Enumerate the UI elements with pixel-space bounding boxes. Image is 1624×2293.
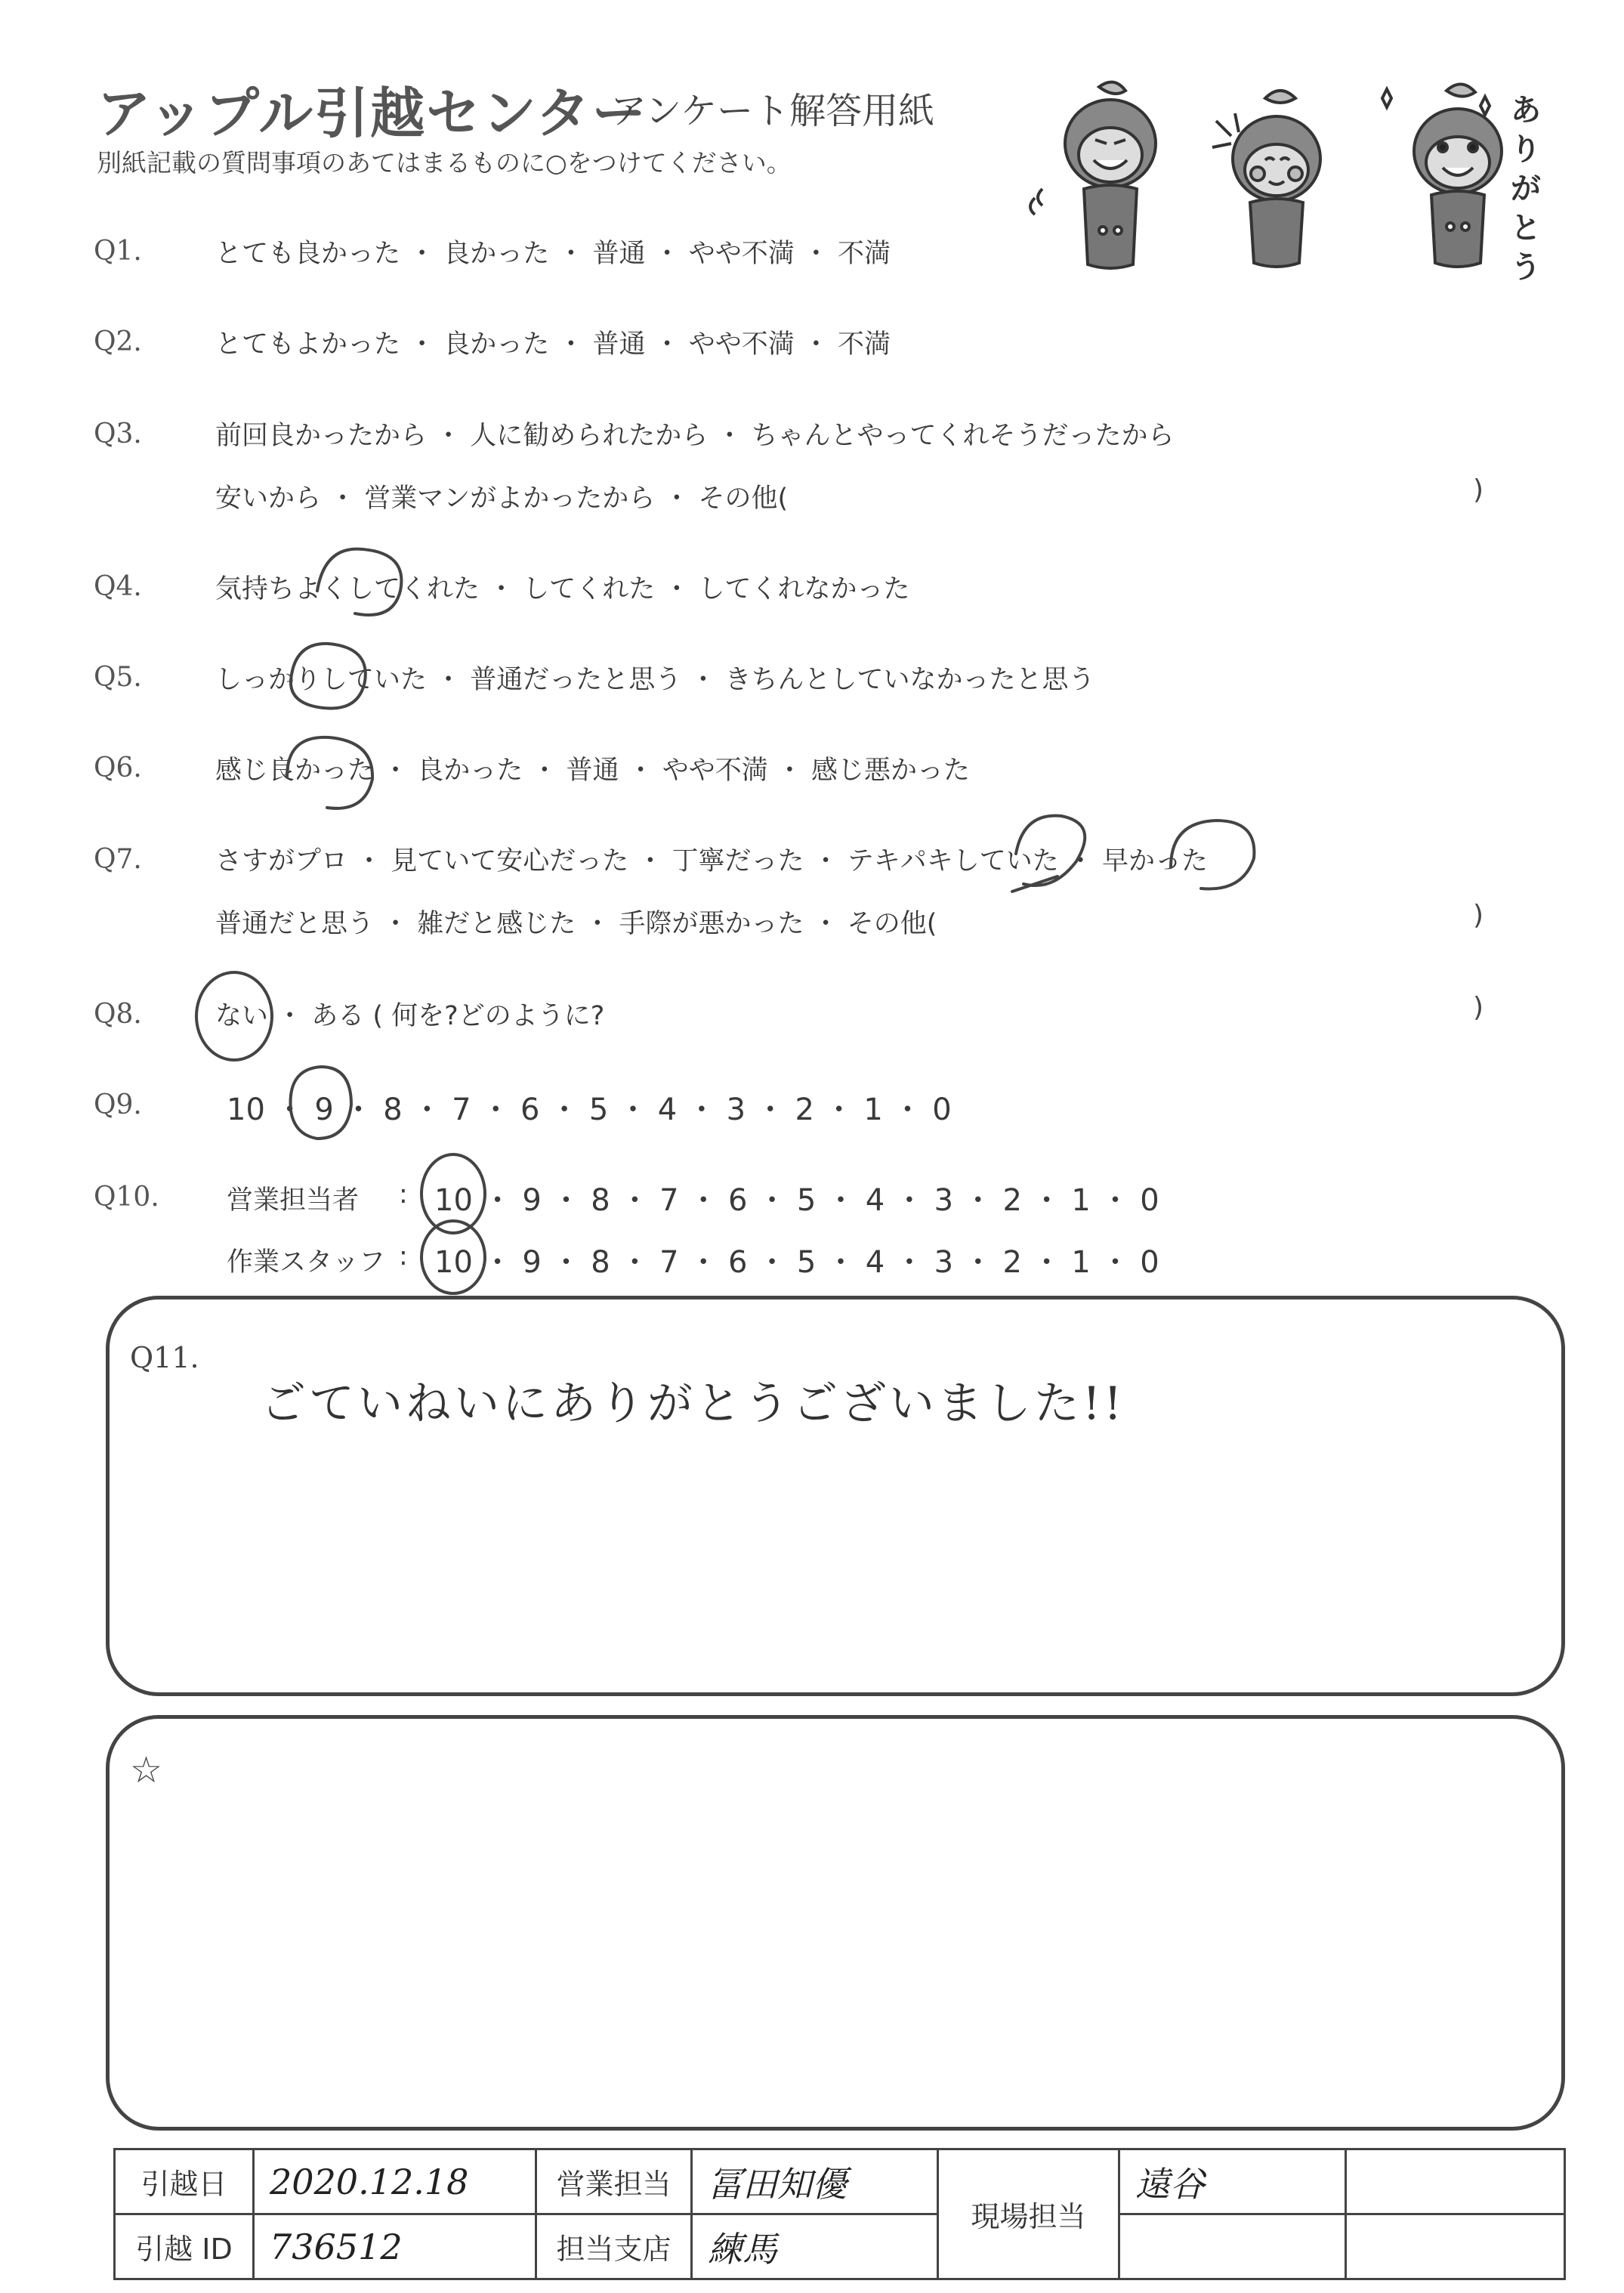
empty-cell-bottom-2 xyxy=(1346,2214,1565,2279)
q3-options-line2: 安いから ・ 営業マンがよかったから ・ その他( xyxy=(215,484,789,514)
q11-label: Q11. xyxy=(130,1341,199,1374)
q7-label: Q7. xyxy=(94,844,142,875)
empty-cell-bottom-1 xyxy=(1119,2214,1346,2279)
sales-rep-label: 営業担当 xyxy=(536,2149,692,2214)
q5-circle-mark xyxy=(291,644,366,709)
q4-circle-mark xyxy=(317,549,401,615)
q11-handwritten-answer: ごていねいにありがとうございました!! xyxy=(261,1377,1125,1430)
q2-label: Q2. xyxy=(94,326,142,357)
q8-label: Q8. xyxy=(94,999,142,1030)
branch-label: 担当支店 xyxy=(536,2214,692,2279)
q6-label: Q6. xyxy=(94,752,142,783)
form-title: アップル引越センター xyxy=(97,82,648,145)
q6-circle-mark xyxy=(287,737,372,808)
q6-options: 感じ良かった ・ 良かった ・ 普通 ・ やや不満 ・ 感じ悪かった xyxy=(215,756,971,786)
move-id-label: 引越 ID xyxy=(115,2214,254,2279)
q7-close-paren: ) xyxy=(1473,900,1484,931)
q3-options-line1: 前回良かったから ・ 人に勧められたから ・ ちゃんとやってくれそうだったから xyxy=(215,421,1175,451)
q8-close-paren: ) xyxy=(1473,992,1484,1023)
q10-staff-scale: 10 ・ 9 ・ 8 ・ 7 ・ 6 ・ 5 ・ 4 ・ 3 ・ 2 ・ 1 ・ 0 xyxy=(434,1245,1159,1280)
q4-label: Q4. xyxy=(94,571,142,602)
q7-options-line1: さすがプロ ・ 見ていて安心だった ・ 丁寧だった ・ テキパキしていた ・ 早かった xyxy=(215,846,1209,876)
star-icon: ☆ xyxy=(130,1749,163,1791)
instructions: 別紙記載の質問事項のあてはまるものに○をつけてください。 xyxy=(97,148,792,178)
q2-options: とてもよかった ・ 良かった ・ 普通 ・ やや不満 ・ 不満 xyxy=(215,329,891,360)
q7-hayakatta-mark xyxy=(1171,820,1254,889)
star-comment-box xyxy=(106,1715,1565,2131)
branch-value: 練馬 xyxy=(692,2214,938,2279)
q10-staff-colon: : xyxy=(399,1241,408,1272)
field-rep-label: 現場担当 xyxy=(938,2149,1119,2279)
move-date-label: 引越日 xyxy=(115,2149,254,2214)
move-id-value: 736512 xyxy=(254,2214,536,2279)
q7-options-line2: 普通だと思う ・ 雑だと感じた ・ 手際が悪かった ・ その他( xyxy=(215,909,937,939)
q10-sales-label: 営業担当者 xyxy=(227,1185,360,1216)
q10-staff-label: 作業スタッフ xyxy=(227,1247,386,1278)
q8-circle-mark xyxy=(196,972,272,1060)
q7-tekipaki-mark xyxy=(1012,816,1085,892)
q1-label: Q1. xyxy=(94,236,142,267)
q3-label: Q3. xyxy=(94,419,142,450)
q10-sales-colon: : xyxy=(399,1179,408,1210)
q10-sales-scale: 10 ・ 9 ・ 8 ・ 7 ・ 6 ・ 5 ・ 4 ・ 3 ・ 2 ・ 1 ・ 0 xyxy=(434,1183,1159,1218)
field-rep-value: 遠谷 xyxy=(1119,2149,1346,2214)
q5-label: Q5. xyxy=(94,662,142,693)
q8-options: ない ・ ある ( 何を?どのように? xyxy=(215,1001,605,1031)
q9-scale: 10 ・ 9 ・ 8 ・ 7 ・ 6 ・ 5 ・ 4 ・ 3 ・ 2 ・ 1 ・ 0 xyxy=(227,1092,952,1127)
info-table xyxy=(113,2148,1566,2280)
empty-cell-top xyxy=(1346,2149,1565,2214)
q5-options: しっかりしていた ・ 普通だったと思う ・ きちんとしていなかったと思う xyxy=(215,665,1095,695)
q1-options: とても良かった ・ 良かった ・ 普通 ・ やや不満 ・ 不満 xyxy=(215,239,891,269)
move-date-value: 2020.12.18 xyxy=(254,2149,536,2214)
sales-rep-value: 冨田知優 xyxy=(692,2149,938,2214)
q9-label: Q9. xyxy=(94,1089,142,1120)
q4-options: 気持ちよくしてくれた ・ してくれた ・ してくれなかった xyxy=(215,574,910,604)
mascot-thanks-text: ありがとう xyxy=(1511,93,1541,285)
q10-label: Q10. xyxy=(94,1182,159,1213)
q9-circle-mark xyxy=(291,1067,352,1139)
q3-close-paren: ) xyxy=(1473,474,1484,505)
form-subtitle: アンケート解答用紙 xyxy=(610,90,935,132)
q11-comment-box xyxy=(106,1296,1565,1696)
